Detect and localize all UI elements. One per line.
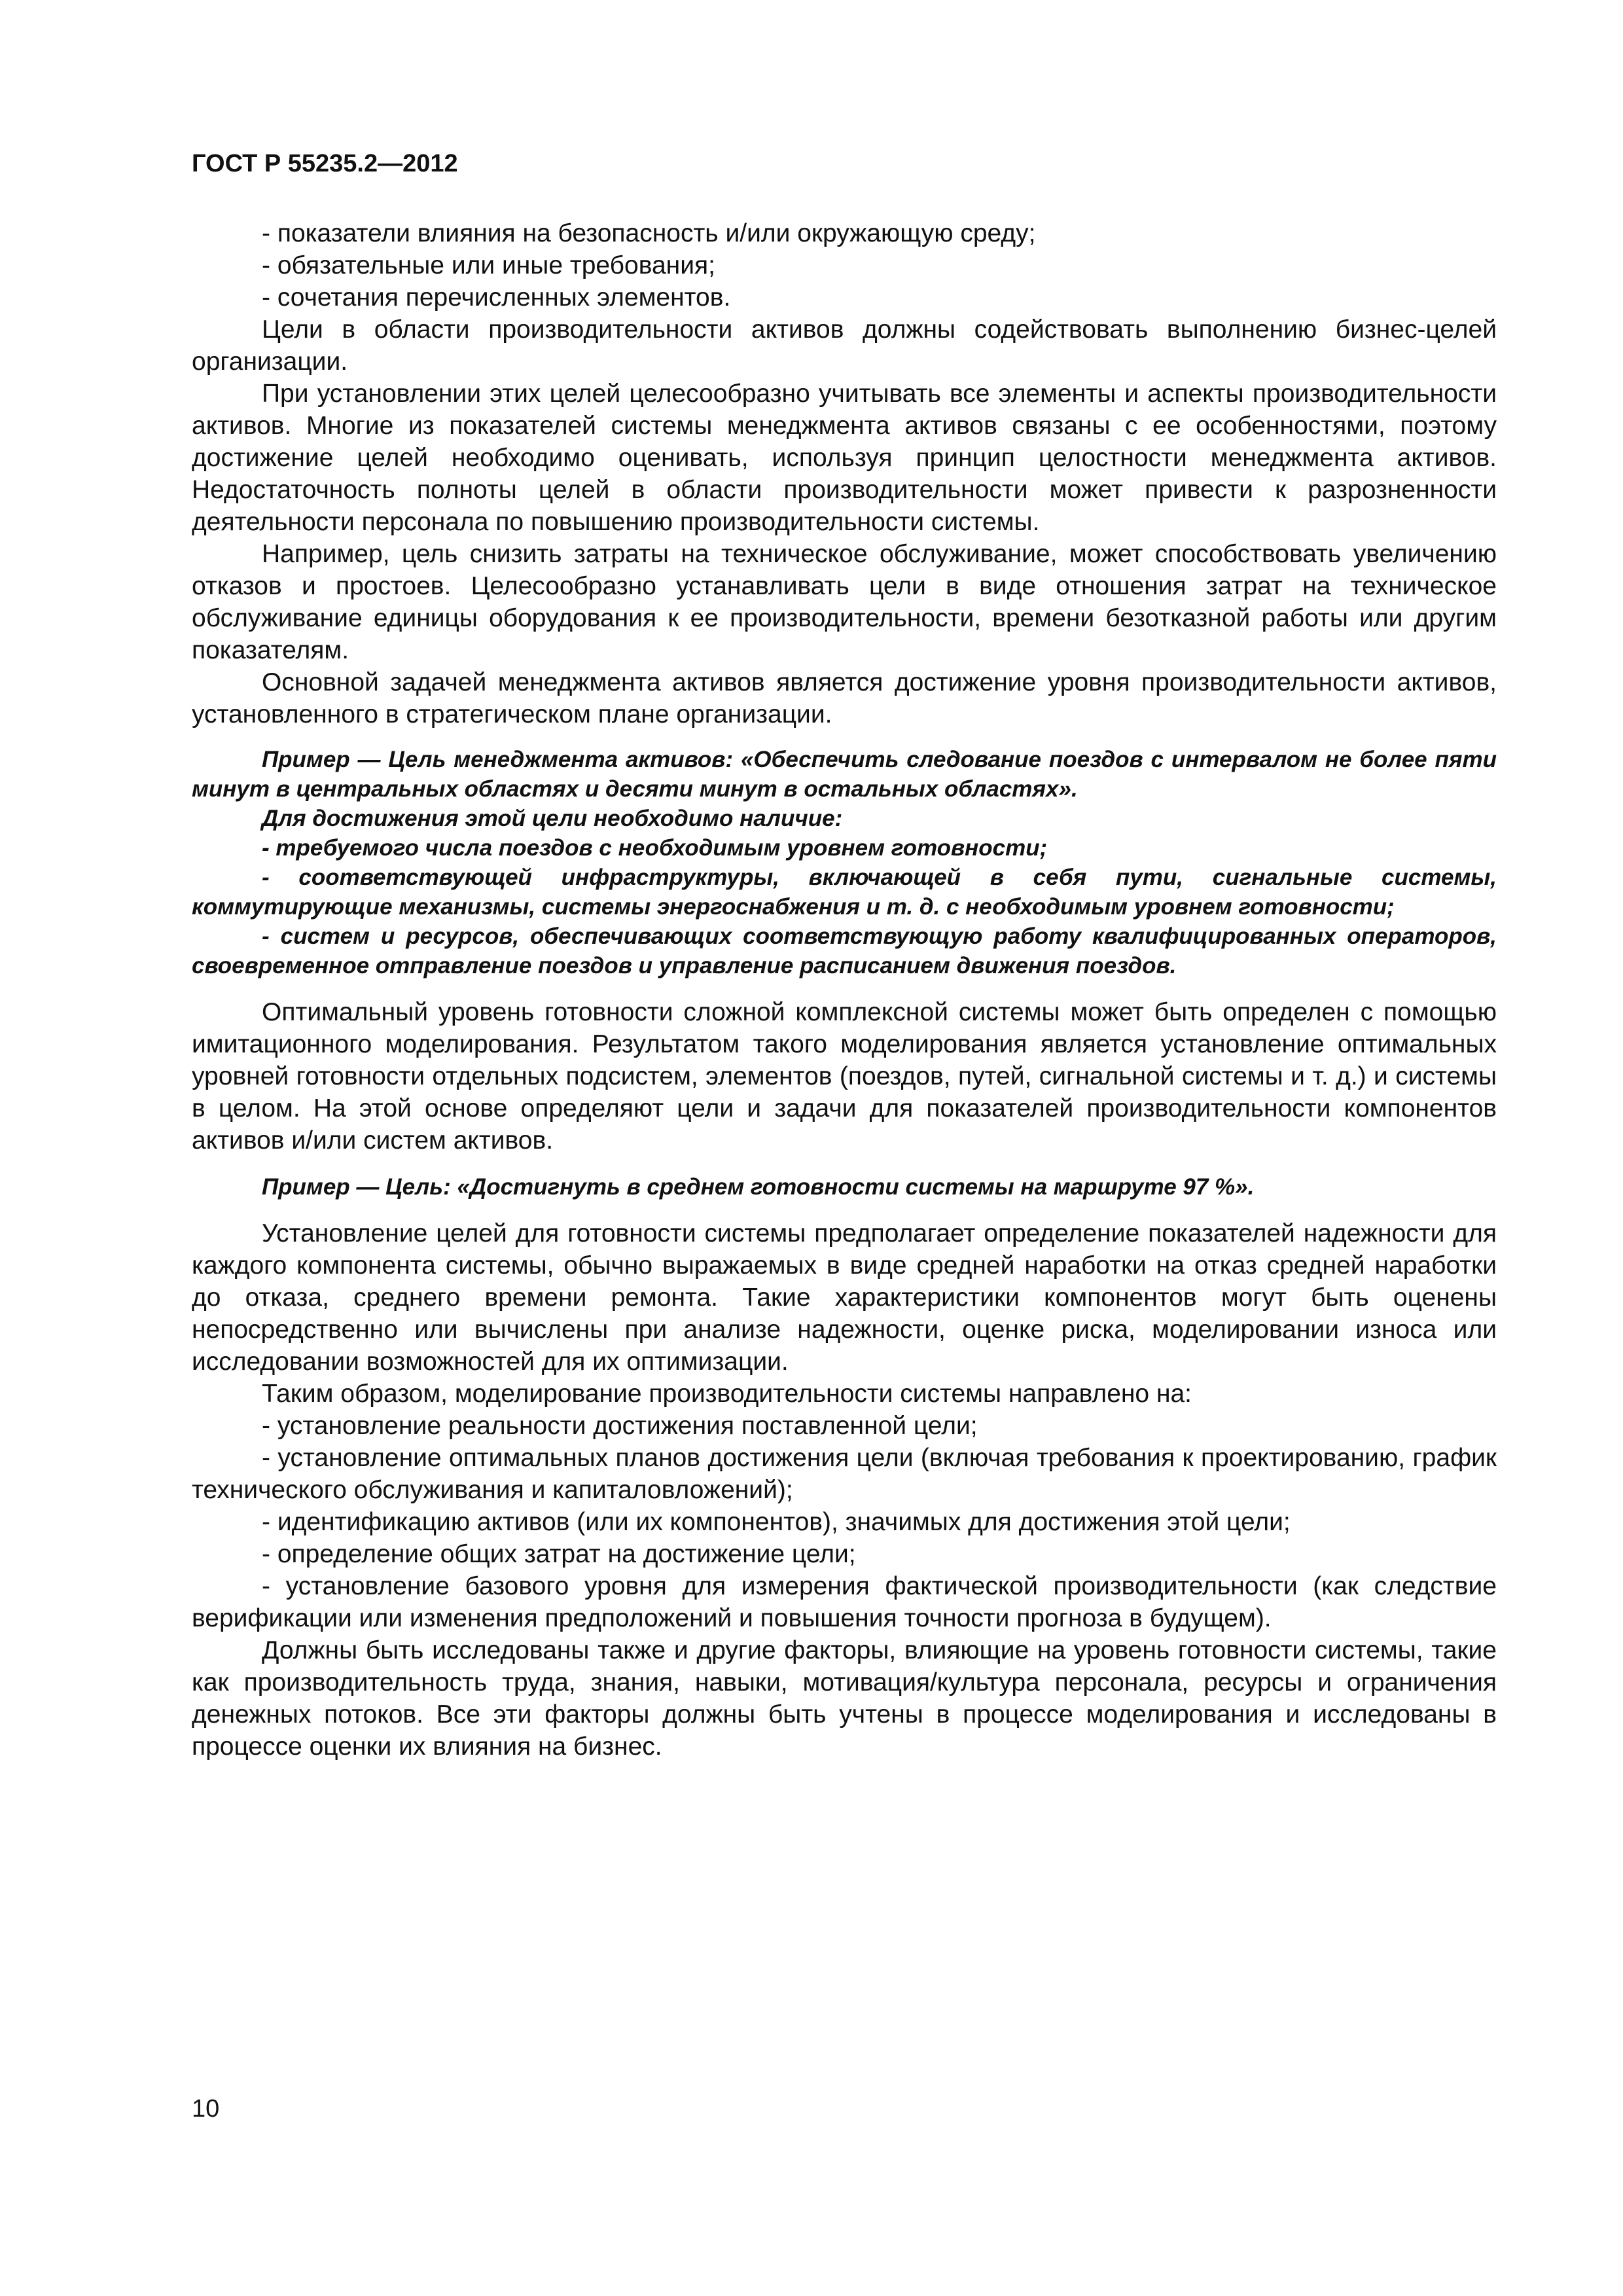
list-item: - установление базового уровня для измерения фактической производительности (как следствие верификации или изменения предположений и повышения точности прогноза в будущем). (192, 1572, 1497, 1632)
document-body (192, 217, 1497, 1763)
body-paragraph: Цели в области производительности активов должны содействовать выполнению бизнес-целей организации. (192, 315, 1497, 376)
body-paragraph: Таким образом, моделирование производительности системы направлено на: (262, 1380, 1192, 1408)
list-item: - определение общих затрат на достижение цели; (262, 1540, 856, 1568)
list-item: - сочетания перечисленных элементов. (262, 283, 731, 312)
example-text: Для достижения этой цели необходимо наличие: (262, 806, 843, 831)
body-paragraph: При установлении этих целей целесообразно учитывать все элементы и аспекты производительности активов. Многие из показателей системы менеджмента активов связаны с ее особенностями, поэтому достижение целей необходимо оценивать, используя принцип целостности менеджмента активов. Недостаточность полноты целей в области производительности может привести к разрозненности деятельности персонала по повышению производительности системы. (192, 380, 1497, 536)
list-item: - идентификацию активов (или их компонентов), значимых для достижения этой цели; (262, 1508, 1291, 1536)
example-list-item: - систем и ресурсов, обеспечивающих соответствующую работу квалифицированных операторов, своевременное отправление поездов и управление расписанием движения поездов. (192, 924, 1497, 978)
body-paragraph: Оптимальный уровень готовности сложной комплексной системы может быть определен с помощью имитационного моделирования. Результатом такого моделирования является установление оптимальных уровней готовности отдельных подсистем, элементов (поездов, путей, сигнальной системы и т. д.) и системы в целом. На этой основе определяют цели и задачи для показателей производительности компонентов активов и/или систем активов. (192, 998, 1497, 1155)
page-number: 10 (192, 2095, 220, 2123)
list-item: - обязательные или иные требования; (262, 251, 715, 279)
body-paragraph: Основной задачей менеджмента активов является достижение уровня производительности активов, установленного в стратегическом плане организации. (192, 668, 1497, 728)
document-header: ГОСТ Р 55235.2—2012 (192, 150, 458, 177)
list-item: - установление реальности достижения поставленной цели; (262, 1412, 978, 1440)
body-paragraph: Установление целей для готовности системы предполагает определение показателей надежности для каждого компонента системы, обычно выражаемых в виде средней наработки на отказ средней наработки до отказа, среднего времени ремонта. Такие характеристики компонентов могут быть оценены непосредственно или вычислены при анализе надежности, оценке риска, моделировании износа или исследовании возможностей для их оптимизации. (192, 1219, 1497, 1376)
body-paragraph: Например, цель снизить затраты на техническое обслуживание, может способствовать увеличению отказов и простоев. Целесообразно устанавливать цели в виде отношения затрат на техническое обслуживание единицы оборудования к ее производительности, времени безотказной работы или другим показателям. (192, 540, 1497, 664)
example-text: Пример — Цель: «Достигнуть в среднем готовности системы на маршруте 97 %». (262, 1174, 1255, 1200)
list-item: - установление оптимальных планов достижения цели (включая требования к проектированию, график технического обслуживания и капиталовложений); (192, 1444, 1497, 1504)
example-list-item: - требуемого числа поездов с необходимым уровнем готовности; (262, 835, 1048, 861)
list-item: - показатели влияния на безопасность и/или окружающую среду; (262, 219, 1036, 247)
example-heading: Пример — Цель менеджмента активов: «Обеспечить следование поездов с интервалом не более пяти минут в центральных областях и десяти минут в остальных областях». (192, 747, 1497, 802)
example-list-item: - соответствующей инфраструктуры, включающей в себя пути, сигнальные системы, коммутирующие механизмы, системы энергоснабжения и т. д. с необходимым уровнем готовности; (192, 865, 1497, 920)
body-paragraph: Должны быть исследованы также и другие факторы, влияющие на уровень готовности системы, такие как производительность труда, знания, навыки, мотивация/культура персонала, ресурсы и ограничения денежных потоков. Все эти факторы должны быть учтены в процессе моделирования и исследованы в процессе оценки их влияния на бизнес. (192, 1636, 1497, 1761)
